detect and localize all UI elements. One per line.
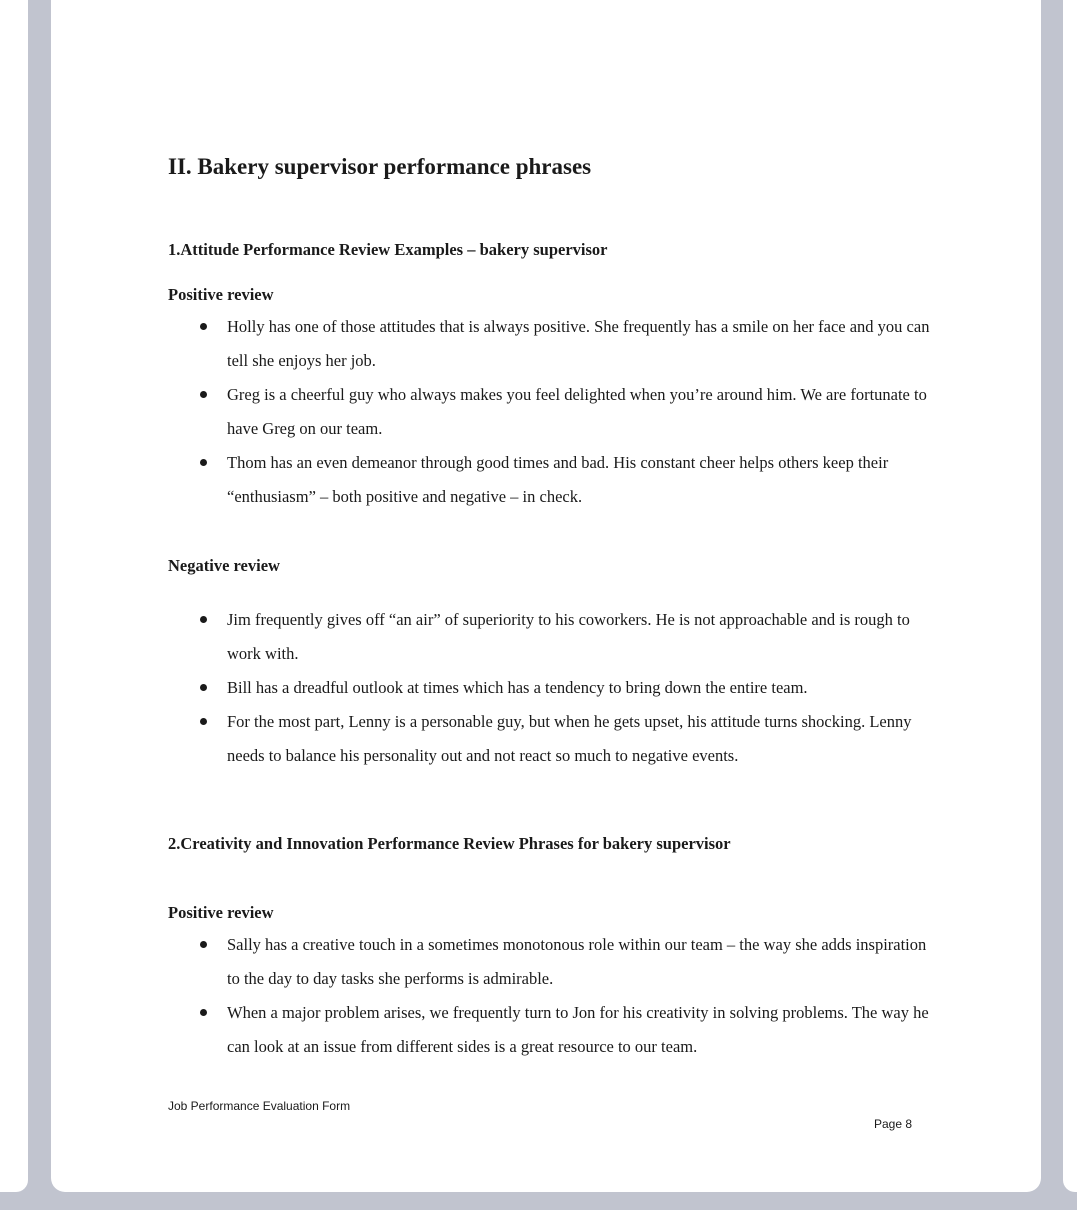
list-item xyxy=(195,603,935,671)
positive-review-list-creativity xyxy=(195,928,935,1064)
list-item-text: Sally has a creative touch in a sometimes monotonous role within our team – the way she adds inspiration to the day to day tasks she performs is admirable. xyxy=(227,935,927,988)
bullet-icon xyxy=(200,718,207,725)
page-title: II. Bakery supervisor performance phrases xyxy=(168,154,592,179)
bullet-icon xyxy=(200,323,207,330)
previous-page-edge[interactable] xyxy=(0,0,28,1192)
section-heading-attitude: 1.Attitude Performance Review Examples – bakery supervisor xyxy=(168,240,608,259)
list-item xyxy=(195,928,935,996)
list-item xyxy=(195,446,935,514)
list-item xyxy=(195,996,935,1064)
bullet-icon xyxy=(200,941,207,948)
bullet-icon xyxy=(200,1009,207,1016)
page-number: Page 8 xyxy=(874,1117,913,1131)
list-item-text: Greg is a cheerful guy who always makes you feel delighted when you’re around him. We are fortunate to have Greg on our team. xyxy=(227,385,927,438)
negative-review-list-attitude xyxy=(195,603,935,773)
positive-review-list-attitude xyxy=(195,310,935,514)
list-item-text: Thom has an even demeanor through good times and bad. His constant cheer helps others keep their “enthusiasm” – both positive and negative – in check. xyxy=(227,453,889,506)
bullet-icon xyxy=(200,616,207,623)
footer-form-name: Job Performance Evaluation Form xyxy=(168,1099,351,1113)
bullet-icon xyxy=(200,391,207,398)
list-item xyxy=(195,310,935,378)
list-item xyxy=(195,378,935,446)
positive-review-label-creativity: Positive review xyxy=(168,903,274,922)
negative-review-label-attitude: Negative review xyxy=(168,556,280,575)
list-item-text: For the most part, Lenny is a personable guy, but when he gets upset, his attitude turns shocking. Lenny needs to balance his personality out and not react so much to negative events. xyxy=(227,712,912,765)
list-item-text: Holly has one of those attitudes that is always positive. She frequently has a smile on her face and you can tell she enjoys her job. xyxy=(227,317,930,370)
list-item-text: When a major problem arises, we frequently turn to Jon for his creativity in solving problems. The way he can look at an issue from different sides is a great resource to our team. xyxy=(227,1003,929,1056)
section-heading-creativity: 2.Creativity and Innovation Performance Review Phrases for bakery supervisor xyxy=(168,834,731,853)
list-item-text: Jim frequently gives off “an air” of superiority to his coworkers. He is not approachable and is rough to work with. xyxy=(227,610,910,663)
document-page xyxy=(51,0,1041,1192)
bullet-icon xyxy=(200,684,207,691)
list-item xyxy=(195,705,935,773)
bullet-icon xyxy=(200,459,207,466)
list-item xyxy=(195,671,935,705)
list-item-text: Bill has a dreadful outlook at times which has a tendency to bring down the entire team. xyxy=(227,678,808,697)
next-page-edge[interactable] xyxy=(1063,0,1077,1192)
positive-review-label-attitude: Positive review xyxy=(168,285,274,304)
